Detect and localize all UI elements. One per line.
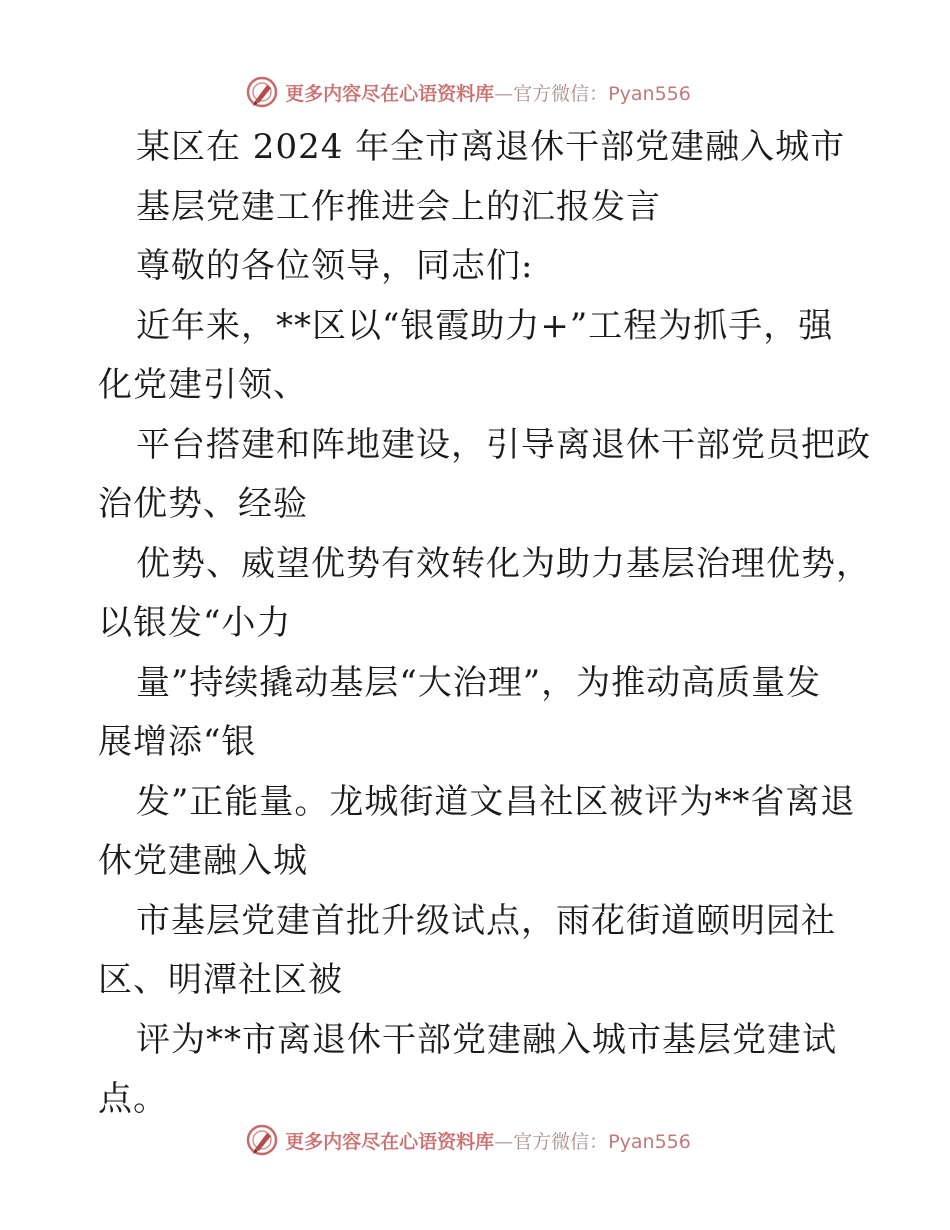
text-line: 休党建融入城 (98, 841, 308, 881)
header-watermark (0, 72, 950, 112)
watermark-wechat-id: Pyan556 (608, 1130, 691, 1153)
watermark-wechat-id: Pyan556 (608, 82, 691, 105)
text-line: 发”正能量。龙城街道文昌社区被评为**省离退 (136, 781, 856, 822)
text-line: 基层党建工作推进会上的汇报发言 (136, 186, 661, 227)
watermark-label: 官方微信： (513, 82, 609, 105)
text-line: 区、明潭社区被 (98, 960, 343, 1000)
pen-logo-icon (245, 75, 279, 109)
text-line: 治优势、经验 (98, 484, 308, 524)
watermark-label: 官方微信： (513, 1130, 609, 1153)
watermark-title: 更多内容尽在心语资料库 (285, 1130, 495, 1153)
watermark-text (285, 79, 691, 106)
text-line: 某区在 2024 年全市离退休干部党建融入城市 (136, 127, 846, 167)
watermark-dash: — (494, 1130, 514, 1153)
text-line: 尊敬的各位领导，同志们: (136, 246, 534, 286)
watermark-title: 更多内容尽在心语资料库 (285, 82, 495, 105)
watermark-dash: — (494, 82, 514, 105)
text-line: 评为**市离退休干部党建融入城市基层党建试 (136, 1019, 837, 1060)
text-line: 化党建引领、 (98, 365, 308, 405)
footer-watermark (0, 1120, 950, 1160)
text-line: 展增添“银 (98, 722, 257, 762)
text-line: 近年来，**区以“银霞助力+”工程为抓手，强 (136, 305, 834, 346)
text-line: 平台搭建和阵地建设，引导离退休干部党员把政 (136, 424, 871, 465)
document-body (98, 118, 871, 1130)
text-line: 优势、威望优势有效转化为助力基层治理优势， (136, 543, 871, 584)
text-line: 量”持续撬动基层“大治理”，为推动高质量发 (136, 662, 822, 703)
pen-logo-icon (245, 1123, 279, 1157)
watermark-text (285, 1127, 691, 1154)
text-line: 点。 (98, 1079, 168, 1119)
text-line: 以银发“小力 (98, 603, 292, 643)
text-line: 市基层党建首批升级试点，雨花街道颐明园社 (136, 900, 836, 941)
